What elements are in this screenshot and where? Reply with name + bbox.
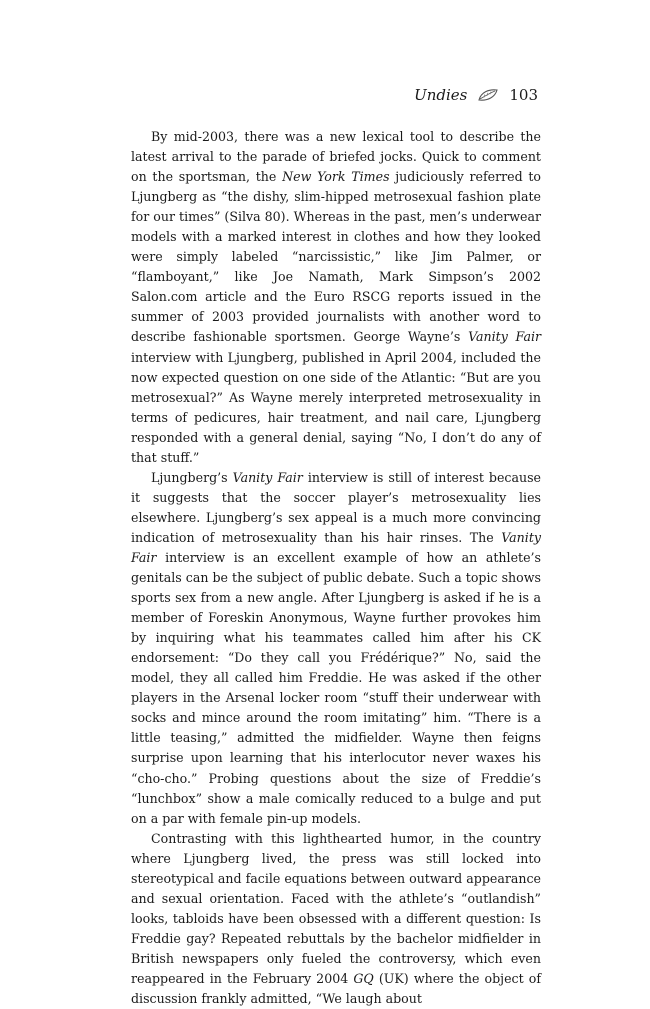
text-run: interview is still of interest because it suggests that the soccer player’s metrosexuality lies elsewhere. Ljungberg’s sex appeal is a much more convincing indication of metrosexuality than his hair rinses. The xyxy=(131,469,541,545)
paragraph xyxy=(131,468,541,829)
running-head xyxy=(414,86,538,104)
paragraph xyxy=(131,127,541,468)
text-run: interview is an excellent example of how an athlete’s genitals can be the subject of public debate. Such a topic shows sports sex from a new angle. After Ljungberg is asked if he is a member of Foreskin Anonymous, Wayne further provokes him by inquiring what his teammates called him after his CK endorsement: “Do they call you Frédérique?” No, said the model, they all called him Freddie. He was asked if the other players in the Arsenal locker room “stuff their underwear with socks and mince around the room imitating” him. “There is a little teasing,” admitted the midfielder. Wayne then feigns surprise upon learning that his interlocutor never waxes his “cho-cho.” Probing questions about the size of Freddie’s “lunchbox” show a male comically reduced to a bulge and put on a par with female pin-up models. xyxy=(131,549,541,826)
text-run: judiciously referred to Ljungberg as “the dishy, slim-hipped metrosexual fashion plate for our times” (Silva 80). Whereas in the past, men’s underwear models with a marked interest in clothes and how they looked were simply labeled “narcissistic,” like Jim Palmer, or “flamboyant,” like Joe Namath, Mark Simpson’s 2002 Salon.com article and the Euro RSCG reports issued in the summer of 2003 provided journalists with another word to describe fashionable sportsmen. George Wayne’s xyxy=(131,169,542,345)
text-run: interview with Ljungberg, published in April 2004, included the now expected question on one side of the Atlantic: “But are you metrosexual?” As Wayne merely interpreted metrosexuality in terms of pedicures, hair treatment, and nail care, Ljungberg responded with a general denial, saying “No, I don’t do any of that stuff.” xyxy=(131,349,541,465)
page-number: 103 xyxy=(509,86,538,104)
text-run: (UK) where the object of discussion frankly admitted, “We laugh about xyxy=(131,970,541,1007)
text-run: Ljungberg’s xyxy=(151,469,233,485)
italic-title: Vanity Fair xyxy=(468,329,541,345)
italic-title: Vanity Fair xyxy=(232,469,303,485)
leaf-ornament-icon xyxy=(477,88,499,102)
italic-title: GQ xyxy=(353,970,374,986)
running-head-title: Undies xyxy=(414,86,468,104)
italic-title: Vanity Fair xyxy=(131,529,541,565)
body-text xyxy=(131,127,541,1009)
text-run: Contrasting with this lighthearted humor, in the country where Ljungberg lived, the press was still locked into stereotypical and facile equations between outward appearance and sexual orientation. Faced with the athlete’s “outlandish” looks, tabloids have been obsessed with a different question: Is Freddie gay? Repeated rebuttals by the bachelor midfielder in British newspapers only fueled the controversy, which even reappeared in the February 2004 xyxy=(131,830,541,986)
italic-title: New York Times xyxy=(282,169,390,185)
text-run: By mid-2003, there was a new lexical tool to describe the latest arrival to the parade of briefed jocks. Quick to comment on the sportsman, the xyxy=(131,129,541,185)
paragraph xyxy=(131,829,541,1009)
